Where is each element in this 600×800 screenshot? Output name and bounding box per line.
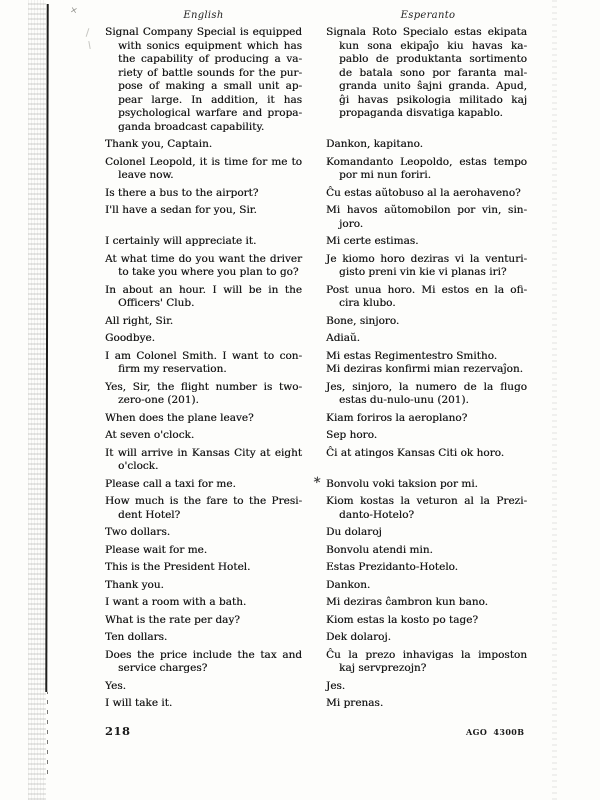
text-line: Please wait for me.: [105, 543, 208, 556]
phrase-row: [105, 561, 529, 575]
phrase-esperanto: [326, 526, 527, 540]
phrase-english: [105, 350, 302, 377]
phrase-english: [105, 429, 302, 443]
phrase-row: [105, 526, 529, 540]
text-line: Kiom estas la kosto po tage?: [326, 613, 478, 626]
phrase-english: [105, 649, 302, 676]
text-line: the capability of producing a va-: [118, 53, 302, 65]
phrase-row: [105, 649, 529, 676]
phrase-esperanto: [326, 412, 527, 426]
phrase-row: [105, 429, 529, 443]
text-line: Please call a taxi for me.: [105, 477, 236, 490]
phrase-english: [105, 561, 302, 575]
phrase-english: [105, 332, 302, 346]
document-code: AGO 4300B: [466, 727, 525, 737]
left-scan-edge-line: [45, 4, 49, 692]
text-line: This is the President Hotel.: [105, 561, 251, 573]
phrase-table: [105, 26, 529, 715]
phrase-esperanto: [326, 381, 527, 408]
text-line: Estas Prezidanto-Hotelo.: [326, 561, 459, 573]
pencil-corner-mark: ×: [69, 5, 79, 17]
text-line: When does the plane leave?: [105, 411, 254, 424]
phrase-esperanto: [326, 596, 527, 610]
phrase-row: [105, 631, 529, 645]
text-line: Dek dolaroj.: [326, 631, 391, 643]
pencil-smudge-mark: [88, 41, 90, 49]
text-line: It will arrive in Kansas City at eight: [105, 446, 302, 459]
text-line: Does the price include the tax and: [105, 648, 302, 661]
text-line: o'clock.: [118, 460, 159, 472]
page-number: 218: [105, 724, 131, 738]
phrase-row: [105, 447, 529, 474]
phrase-english: [105, 478, 302, 492]
phrase-english: [105, 253, 302, 280]
phrase-row: [105, 596, 529, 610]
text-line: Thank you, Captain.: [105, 138, 213, 150]
text-line: I want a room with a bath.: [105, 596, 247, 608]
text-line: firm my reservation.: [118, 363, 227, 375]
phrase-english: [105, 614, 302, 628]
phrase-esperanto: [326, 614, 527, 628]
phrase-row: [105, 332, 529, 346]
text-line: zero-one (201).: [118, 394, 199, 406]
text-line: service charges?: [118, 662, 208, 674]
phrase-esperanto: [326, 26, 527, 134]
text-line: dent Hotel?: [118, 508, 181, 521]
text-line: joro.: [339, 217, 364, 230]
text-line: Jes.: [326, 679, 346, 692]
text-line: Signala Roto Specialo estas ekipata: [326, 26, 527, 38]
phrase-row: [105, 138, 529, 152]
phrase-row: [105, 26, 529, 134]
phrase-row: [105, 579, 529, 593]
text-line: ganda broadcast capability.: [118, 120, 265, 133]
text-line: I am Colonel Smith. I want to con-: [105, 349, 302, 362]
phrase-english: [105, 187, 302, 201]
text-line: Ĉi at atingos Kansas Citi ok horo.: [326, 446, 505, 459]
phrase-esperanto: [326, 156, 527, 183]
pencil-smudge-mark: [86, 28, 90, 37]
text-line: Mi estas Regimentestro Smitho.: [326, 349, 498, 362]
phrase-esperanto: [311, 474, 527, 492]
text-line: danto-Hotelo?: [339, 508, 415, 521]
phrase-english: [105, 495, 302, 522]
phrase-row: [105, 315, 529, 329]
phrase-english: [105, 697, 302, 711]
phrase-row: [105, 381, 529, 408]
text-line: pose of making a small unit ap-: [118, 80, 302, 92]
text-line: Bonvolu voki taksion por mi.: [326, 477, 478, 490]
text-line: Mi havos aŭtomobilon por vin, sin-: [326, 204, 527, 216]
phrase-esperanto: [326, 429, 527, 443]
phrase-row: [105, 156, 529, 183]
phrase-esperanto: [326, 649, 527, 676]
text-line: Yes, Sir, the flight number is two-: [105, 380, 302, 393]
text-line: granda unito ŝajni granda. Apud,: [339, 80, 527, 92]
phrase-esperanto: [326, 332, 527, 346]
phrase-english: [105, 631, 302, 645]
column-header-esperanto: Esperanto: [400, 10, 456, 21]
text-line: kun sona ekipaĵo kiu havas ka-: [339, 39, 527, 52]
phrase-row: [105, 204, 529, 231]
text-line: with sonics equipment which has: [118, 39, 302, 52]
phrase-esperanto: [326, 315, 527, 329]
text-line: Bonvolu atendi min.: [326, 543, 433, 556]
phrase-esperanto: [326, 138, 527, 152]
text-line: Sep horo.: [326, 429, 378, 441]
column-header-english: English: [183, 10, 224, 21]
phrase-esperanto: [326, 697, 527, 711]
phrase-esperanto: [326, 447, 527, 474]
phrase-english: [105, 315, 302, 329]
text-line: propaganda disvatiga kapablo.: [339, 107, 503, 119]
phrase-english: [105, 204, 302, 231]
phrase-row: [105, 187, 529, 201]
text-line: Mi prenas.: [326, 697, 384, 709]
phrase-row: [105, 350, 529, 377]
text-line: Signal Company Special is equipped: [105, 26, 302, 38]
text-line: Adiaŭ.: [326, 332, 361, 344]
phrase-esperanto: [326, 631, 527, 645]
text-line: What is the rate per day?: [105, 613, 240, 626]
text-line: riety of battle sounds for the pur-: [118, 66, 302, 79]
text-line: Mi deziras konfirmi mian rezervaĵon.: [326, 363, 523, 375]
text-line: In about an hour. I will be in the: [105, 283, 302, 296]
left-scan-edge-line-dashed: [47, 692, 49, 774]
phrase-row: [105, 544, 529, 558]
text-line: Mi deziras ĉambron kun bano.: [326, 596, 488, 608]
text-line: Ĉu la prezo inhavigas la imposton: [326, 648, 527, 661]
text-line: Ten dollars.: [105, 631, 168, 643]
text-line: How much is the fare to the Presi-: [105, 495, 302, 507]
text-line: pear large. In addition, it has: [118, 93, 302, 106]
phrase-english: [105, 381, 302, 408]
phrase-esperanto: [326, 495, 527, 522]
text-line: gisto preni vin kie vi planas iri?: [339, 266, 507, 278]
phrase-english: [105, 412, 302, 426]
text-line: Kiom kostas la veturon al la Prezi-: [326, 495, 527, 507]
phrase-english: [105, 544, 302, 558]
text-line: Is there a bus to the airport?: [105, 186, 259, 199]
phrase-row: [105, 474, 529, 492]
text-line: Officers' Club.: [118, 297, 195, 309]
text-line: pablo de produktanta sortimento: [339, 53, 527, 65]
text-line: ĝi havas psikologia militado kaj: [339, 93, 527, 106]
left-scan-gutter-band: [28, 0, 46, 800]
text-line: Jes, sinjoro, la numero de la flugo: [326, 380, 527, 393]
phrase-english: [105, 579, 302, 593]
phrase-english: [105, 526, 302, 540]
text-line: de batala sono por faranta mal-: [339, 66, 527, 79]
phrase-esperanto: [326, 187, 527, 201]
text-line: Two dollars.: [105, 526, 171, 538]
phrase-esperanto: [326, 284, 527, 311]
phrase-row: [105, 495, 529, 522]
text-line: Yes.: [105, 679, 126, 692]
text-line: leave now.: [118, 169, 174, 181]
phrase-row: [105, 253, 529, 280]
text-line: Komandanto Leopoldo, estas tempo: [326, 155, 527, 168]
text-line: cira klubo.: [339, 297, 396, 309]
phrase-row: [105, 235, 529, 249]
text-line: All right, Sir.: [105, 314, 174, 327]
phrase-row: [105, 412, 529, 426]
phrase-row: [105, 284, 529, 311]
text-line: estas du-nulo-unu (201).: [339, 394, 469, 406]
text-line: Mi certe estimas.: [326, 235, 419, 247]
text-line: I'll have a sedan for you, Sir.: [105, 204, 257, 216]
phrase-english: [105, 680, 302, 694]
phrase-esperanto: [326, 561, 527, 575]
phrase-esperanto: [326, 235, 527, 249]
phrase-esperanto: [326, 544, 527, 558]
text-line: Ĉu estas aŭtobuso al la aerohaveno?: [326, 186, 521, 199]
text-line: Thank you.: [105, 578, 164, 591]
text-line: psychological warfare and propa-: [118, 107, 302, 119]
pencil-asterisk-mark: *: [311, 474, 322, 491]
phrase-esperanto: [326, 579, 527, 593]
text-line: por mi nun foriri.: [339, 169, 431, 181]
text-line: I will take it.: [105, 697, 173, 709]
phrase-english: [105, 235, 302, 249]
phrase-esperanto: [326, 680, 527, 694]
text-line: Dankon, kapitano.: [326, 138, 423, 150]
text-line: Post unua horo. Mi estos en la ofi-: [326, 283, 527, 296]
text-line: to take you where you plan to go?: [118, 266, 299, 278]
phrase-esperanto: [326, 204, 527, 231]
text-line: At what time do you want the driver: [105, 252, 302, 265]
right-scan-noise-band: [552, 0, 557, 800]
text-line: I certainly will appreciate it.: [105, 235, 257, 247]
phrase-english: [105, 26, 302, 134]
text-line: Bone, sinjoro.: [326, 314, 400, 327]
phrase-row: [105, 614, 529, 628]
text-line: Je kiomo horo deziras vi la venturi-: [326, 252, 527, 265]
phrase-row: [105, 680, 529, 694]
phrase-english: [105, 596, 302, 610]
text-line: At seven o'clock.: [105, 429, 195, 441]
phrase-english: [105, 138, 302, 152]
text-line: Kiam foriros la aeroplano?: [326, 411, 468, 424]
phrase-english: [105, 284, 302, 311]
text-line: Dankon.: [326, 578, 371, 591]
text-line: Colonel Leopold, it is time for me to: [105, 155, 302, 168]
phrase-english: [105, 156, 302, 183]
text-line: Goodbye.: [105, 332, 155, 344]
phrase-row: [105, 697, 529, 711]
phrase-esperanto: [326, 350, 527, 377]
text-line: kaj servprezojn?: [339, 662, 427, 674]
phrase-english: [105, 447, 302, 474]
text-line: Du dolaroj: [326, 526, 382, 538]
phrase-esperanto: [326, 253, 527, 280]
